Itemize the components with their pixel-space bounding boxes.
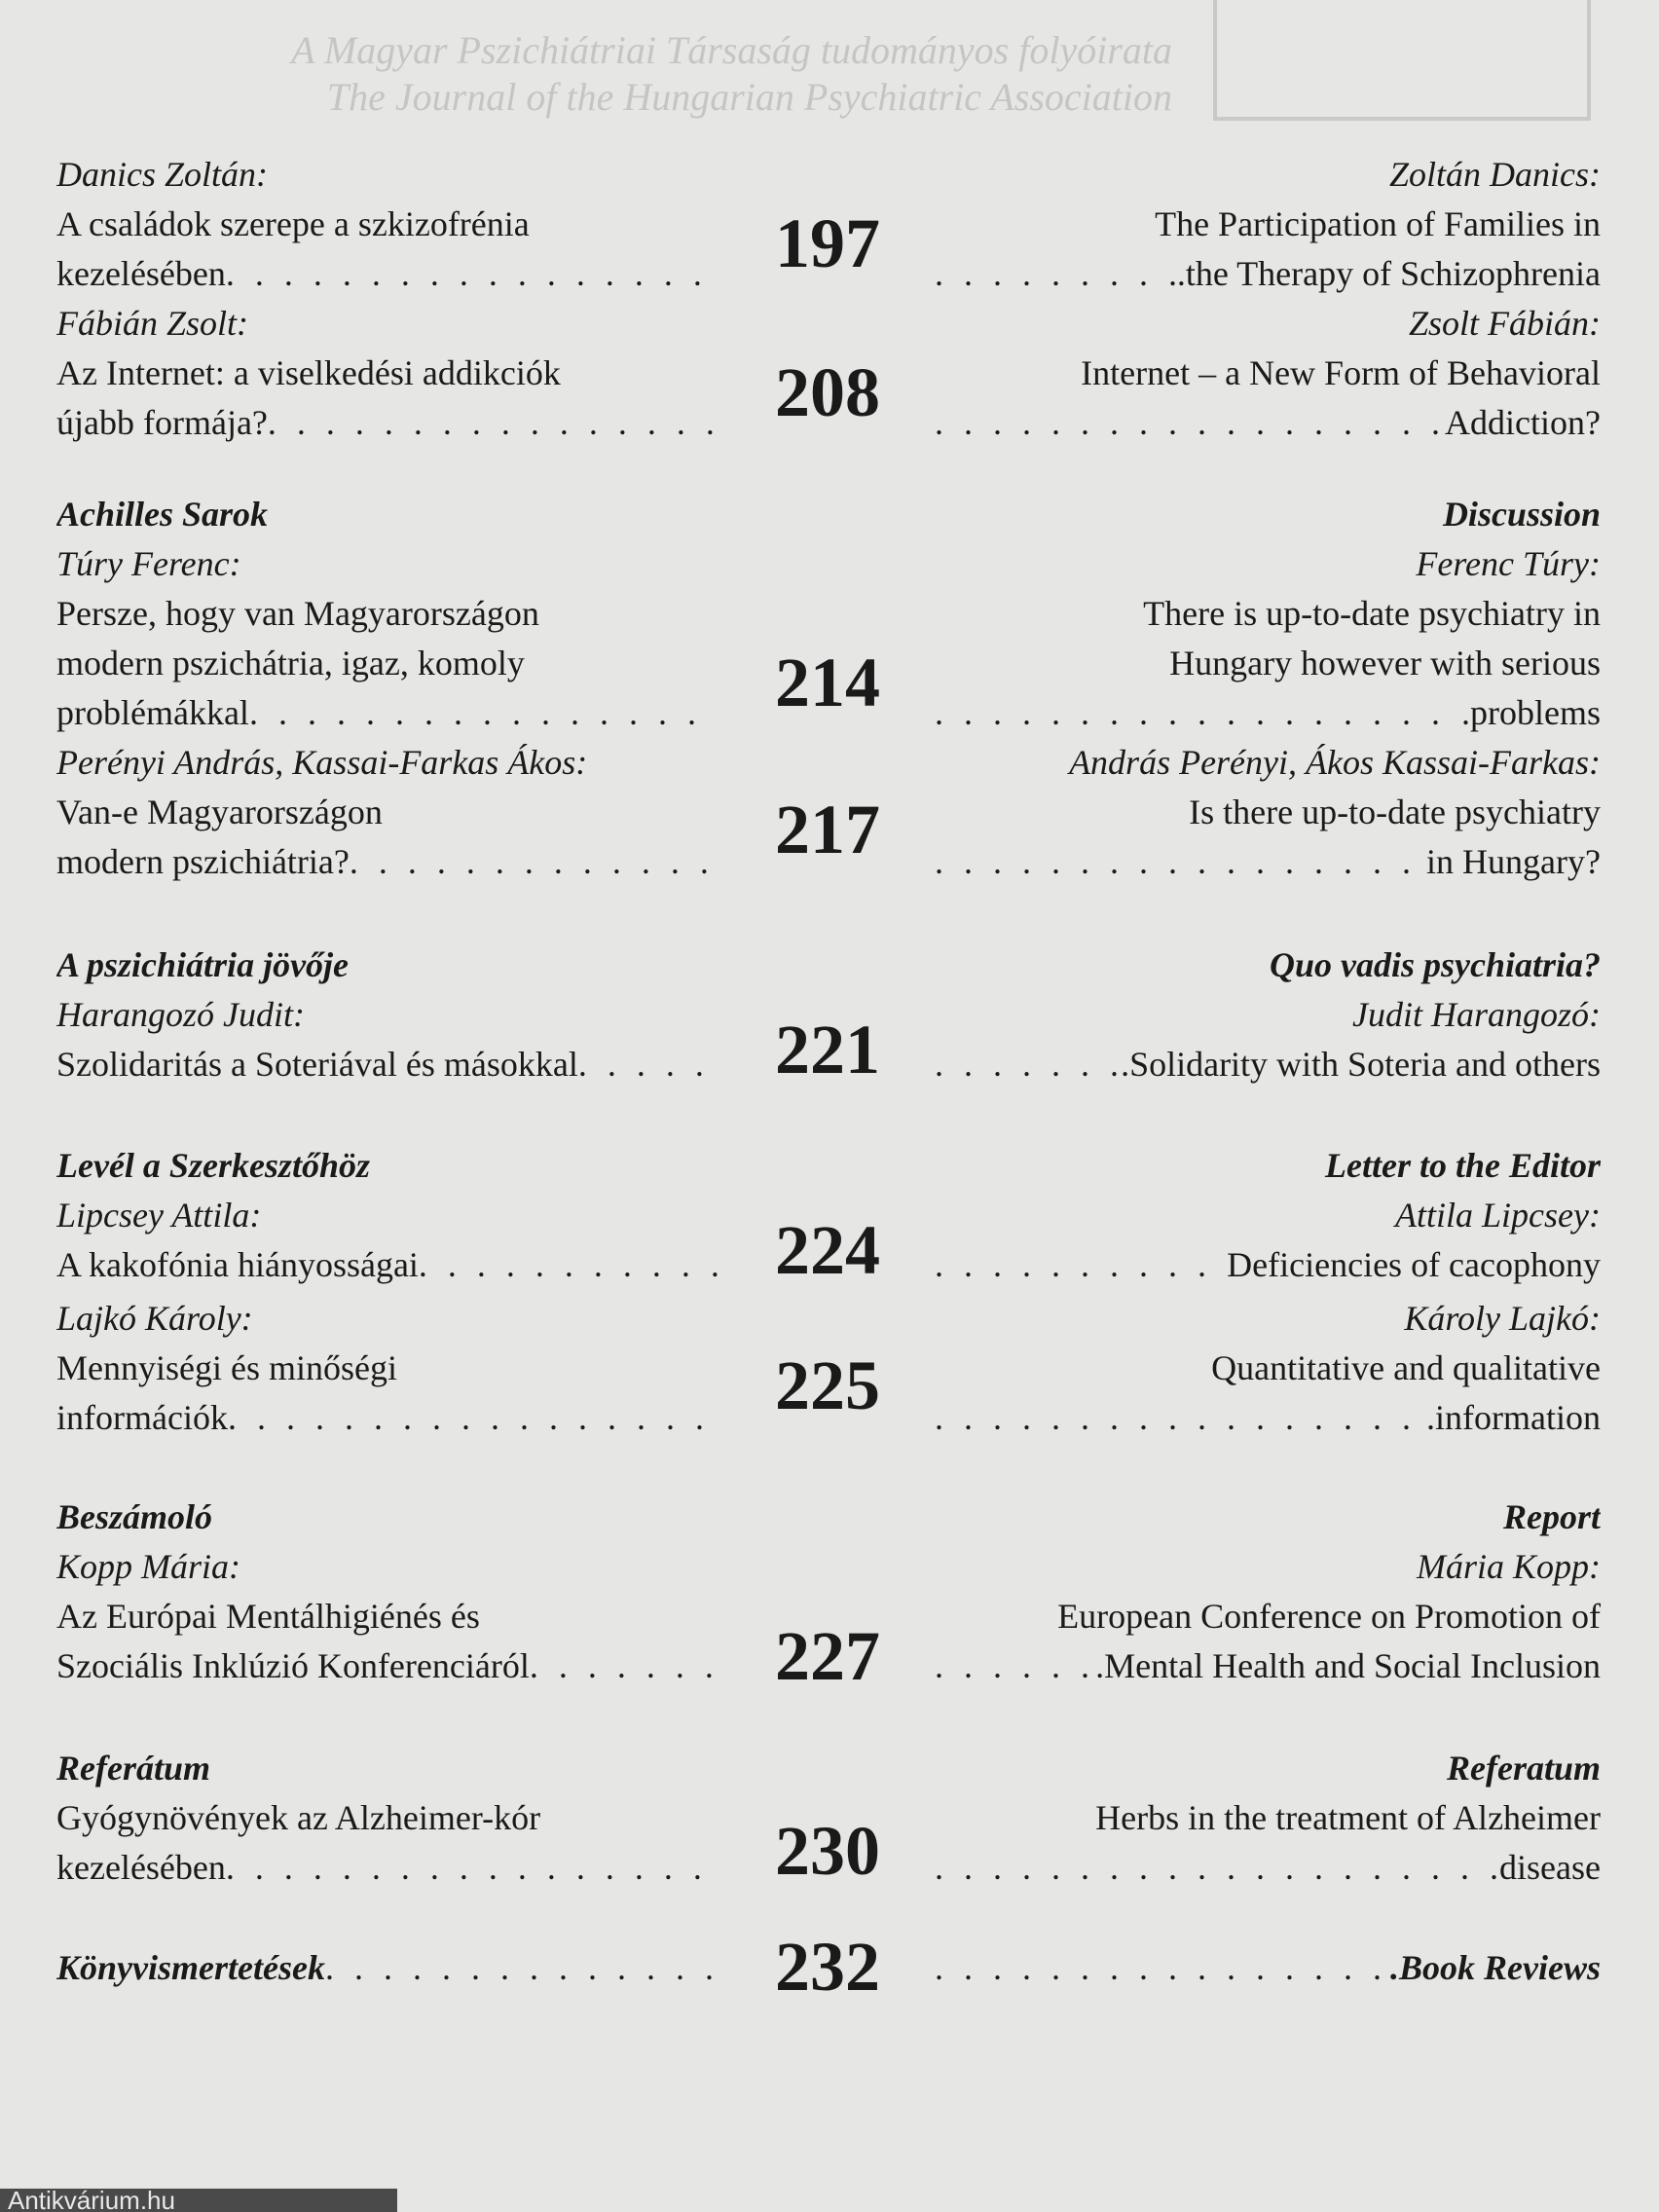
title-line: European Conference on Promotion of — [1057, 1597, 1601, 1636]
section-heading: Referátum — [56, 1749, 210, 1788]
leader-dots — [935, 249, 1177, 299]
leader-dots — [226, 249, 719, 299]
leader-dots — [935, 1943, 1390, 1993]
author: Harangozó Judit: — [56, 995, 305, 1034]
entry-hungarian — [56, 1141, 719, 1290]
section-heading: Report — [1502, 1497, 1601, 1536]
leader-dots — [228, 1393, 719, 1443]
section-heading: Levél a Szerkesztőhöz — [56, 1146, 370, 1185]
entry-hungarian — [56, 150, 719, 299]
entry-hungarian — [56, 1294, 719, 1443]
title-line: Gyógynövények az Alzheimer-kór — [56, 1798, 541, 1837]
entry-english — [935, 1294, 1601, 1443]
author: Zsolt Fábián: — [1408, 304, 1601, 343]
leader-dots — [226, 1843, 719, 1893]
title-text: .the Therapy of Schizophrenia — [1176, 254, 1601, 293]
title-last-line — [56, 249, 719, 299]
title-text: Addiction? — [1445, 403, 1601, 442]
title-last-line — [935, 1040, 1601, 1089]
entry-hungarian — [56, 490, 719, 738]
title-last-line — [56, 1240, 719, 1290]
leader-dots — [325, 1943, 719, 1993]
section-heading: Quo vadis psychiatria? — [1269, 945, 1601, 984]
author: Perényi András, Kassai-Farkas Ákos: — [56, 743, 588, 782]
author: András Perényi, Ákos Kassai-Farkas: — [1069, 743, 1601, 782]
title-line: Hungary however with serious — [1169, 644, 1601, 682]
title-text: Szociális Inklúzió Konferenciáról — [56, 1646, 530, 1685]
title-last-line — [935, 1393, 1601, 1443]
title-last-line — [56, 1393, 719, 1443]
title-line: Az Internet: a viselkedési addikciók — [56, 353, 561, 392]
entry-english — [935, 299, 1601, 448]
page-number[interactable]: 214 — [775, 644, 880, 721]
entry-english — [935, 738, 1601, 887]
title-last-line — [56, 1641, 719, 1691]
title-last-line — [935, 1240, 1601, 1290]
title-text: in Hungary? — [1426, 842, 1601, 881]
ghost-line-1: A Magyar Pszichiátriai Társaság tudományos folyóirata — [291, 28, 1172, 72]
entry-english — [935, 490, 1601, 738]
section-heading: Könyvismertetések — [56, 1948, 325, 1987]
section-heading: Letter to the Editor — [1325, 1146, 1601, 1185]
page-number[interactable]: 225 — [775, 1346, 880, 1424]
title-text: Szolidaritás a Soteriával és másokkal — [56, 1045, 578, 1084]
title-line: A családok szerepe a szkizofrénia — [56, 204, 530, 243]
entry-english — [935, 150, 1601, 299]
entry-hungarian — [56, 299, 719, 448]
title-text: kezelésében — [56, 254, 226, 293]
title-last-line — [56, 1040, 719, 1089]
title-last-line — [56, 837, 719, 887]
section-heading-line — [935, 1943, 1601, 1993]
section-heading: Referatum — [1447, 1749, 1601, 1788]
title-text: újabb formája? — [56, 403, 268, 442]
leader-dots — [935, 1240, 1227, 1290]
bleed-through-header — [0, 0, 1659, 146]
entry-english — [935, 1943, 1601, 1993]
title-text: A kakofónia hiányosságai — [56, 1245, 419, 1284]
author: Fábián Zsolt: — [56, 304, 249, 343]
entry-hungarian — [56, 1493, 719, 1691]
author: Túry Ferenc: — [56, 544, 241, 583]
page-number[interactable]: 230 — [775, 1812, 880, 1890]
title-line: Quantitative and qualitative — [1211, 1348, 1601, 1387]
title-line: Mennyiségi és minőségi — [56, 1348, 397, 1387]
site-watermark: Antikvárium.hu — [0, 2189, 397, 2212]
section-heading: Discussion — [1442, 495, 1601, 534]
title-text: modern pszichiátria? — [56, 842, 350, 881]
title-last-line — [935, 249, 1601, 299]
title-last-line — [935, 837, 1601, 887]
title-text: .information — [1426, 1398, 1601, 1437]
author: Károly Lajkó: — [1404, 1299, 1601, 1338]
title-last-line — [935, 1641, 1601, 1691]
title-line: Herbs in the treatment of Alzheimer — [1095, 1798, 1601, 1837]
author: Attila Lipcsey: — [1395, 1196, 1601, 1235]
title-line: Van-e Magyarországon — [56, 793, 383, 831]
leader-dots — [935, 1040, 1121, 1089]
title-text: problémákkal — [56, 693, 249, 732]
author: Ferenc Túry: — [1416, 544, 1601, 583]
title-text: .problems — [1461, 693, 1601, 732]
title-last-line — [56, 1843, 719, 1893]
author: Danics Zoltán: — [56, 155, 269, 194]
entry-english — [935, 1744, 1601, 1893]
journal-logo-icon — [1213, 0, 1591, 121]
page-number[interactable]: 197 — [775, 204, 880, 282]
entry-english — [935, 1493, 1601, 1691]
title-line: modern pszichátria, igaz, komoly — [56, 644, 525, 682]
ghost-line-2: The Journal of the Hungarian Psychiatric Association — [326, 75, 1172, 119]
title-line: Az Európai Mentálhigiénés és — [56, 1597, 480, 1636]
title-last-line — [935, 398, 1601, 448]
title-line: The Participation of Families in — [1155, 204, 1601, 243]
title-text: .Mental Health and Social Inclusion — [1095, 1646, 1601, 1685]
page-number[interactable]: 208 — [775, 353, 880, 431]
title-text: disease — [1499, 1848, 1601, 1887]
author: Mária Kopp: — [1417, 1547, 1601, 1586]
entry-english — [935, 940, 1601, 1089]
leader-dots — [419, 1240, 719, 1290]
leader-dots — [350, 837, 719, 887]
page-number[interactable]: 221 — [775, 1011, 880, 1088]
title-line: Internet – a New Form of Behavioral — [1081, 353, 1601, 392]
title-text: kezelésében — [56, 1848, 226, 1887]
title-text: Deficiencies of cacophony — [1227, 1245, 1601, 1284]
leader-dots — [935, 398, 1445, 448]
author: Zoltán Danics: — [1388, 155, 1601, 194]
title-last-line — [935, 1843, 1601, 1893]
title-last-line — [56, 688, 719, 738]
author: Lipcsey Attila: — [56, 1196, 262, 1235]
leader-dots — [935, 688, 1461, 738]
entry-hungarian — [56, 1943, 719, 1993]
page-number[interactable]: 227 — [775, 1617, 880, 1695]
leader-dots — [935, 1641, 1095, 1691]
page-number[interactable]: 217 — [775, 791, 880, 868]
entry-english — [935, 1141, 1601, 1290]
entry-hungarian — [56, 940, 719, 1089]
leader-dots — [935, 1393, 1426, 1443]
leader-dots — [268, 398, 719, 448]
author: Kopp Mária: — [56, 1547, 240, 1586]
leader-dots — [578, 1040, 719, 1089]
title-line: There is up-to-date psychiatry in — [1143, 594, 1601, 633]
entry-hungarian — [56, 1744, 719, 1893]
leader-dots — [249, 688, 719, 738]
title-line: Persze, hogy van Magyarországon — [56, 594, 539, 633]
title-text: információk — [56, 1398, 228, 1437]
title-line: Is there up-to-date psychiatry — [1189, 793, 1601, 831]
section-heading: A pszichiátria jövője — [56, 945, 350, 984]
author: Judit Harangozó: — [1352, 995, 1601, 1034]
page-number[interactable]: 224 — [775, 1211, 880, 1289]
section-heading: Achilles Sarok — [56, 495, 269, 534]
leader-dots — [530, 1641, 719, 1691]
section-heading-line — [56, 1943, 719, 1993]
leader-dots — [935, 837, 1426, 887]
section-heading: .Book Reviews — [1390, 1948, 1601, 1987]
leader-dots — [935, 1843, 1499, 1893]
entry-hungarian — [56, 738, 719, 887]
section-heading: Beszámoló — [56, 1497, 213, 1536]
title-text: .Solidarity with Soteria and others — [1121, 1045, 1601, 1084]
page-number[interactable]: 232 — [775, 1928, 880, 2006]
author: Lajkó Károly: — [56, 1299, 253, 1338]
title-last-line — [935, 688, 1601, 738]
title-last-line — [56, 398, 719, 448]
